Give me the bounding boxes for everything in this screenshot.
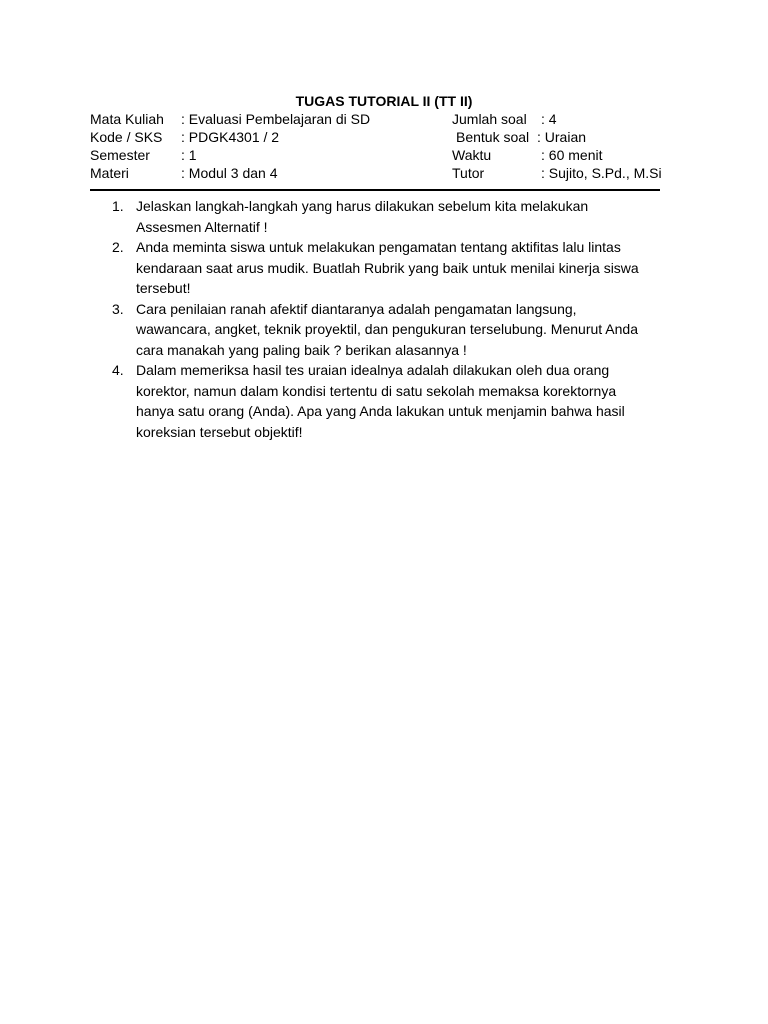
time-label: Waktu bbox=[452, 147, 492, 163]
question-text-line: tersebut! bbox=[136, 280, 191, 296]
question-number: 1. bbox=[112, 198, 124, 214]
question-item-4 bbox=[105, 360, 685, 442]
material-value: : Modul 3 dan 4 bbox=[181, 165, 278, 181]
question-text-line: korektor, namun dalam kondisi tertentu di satu sekolah memaksa korektornya bbox=[136, 382, 617, 399]
semester-label: Semester bbox=[90, 147, 150, 163]
document-title: TUGAS TUTORIAL II (TT II) bbox=[295, 93, 473, 109]
question-text-line: cara manakah yang paling baik ? berikan alasannya ! bbox=[136, 341, 467, 358]
question-text-line: Anda meminta siswa untuk melakukan pengamatan tentang aktifitas lalu lintas bbox=[136, 239, 621, 255]
question-text-line: wawancara, angket, teknik proyektil, dan pengukuran terselubung. Menurut Anda bbox=[136, 321, 638, 337]
question-text-line: koreksian tersebut objektif! bbox=[136, 423, 303, 440]
question-type-label: Bentuk soal bbox=[456, 129, 530, 145]
question-text-line: kendaraan saat arus mudik. Buatlah Rubrik yang baik untuk menilai kinerja siswa bbox=[136, 259, 639, 276]
question-item-2 bbox=[105, 237, 685, 299]
question-number: 2. bbox=[112, 239, 124, 255]
info-row-materi bbox=[0, 164, 768, 182]
code-label: Kode / SKS bbox=[90, 129, 163, 145]
code-value: : PDGK4301 / 2 bbox=[181, 129, 280, 145]
material-label: Materi bbox=[90, 165, 129, 181]
course-value: : Evaluasi Pembelajaran di SD bbox=[181, 111, 371, 127]
question-text-line: Jelaskan langkah-langkah yang harus dilakukan sebelum kita melakukan bbox=[136, 198, 589, 214]
question-type-value: : Uraian bbox=[537, 129, 587, 145]
header-divider bbox=[90, 189, 660, 191]
question-text-line: Dalam memeriksa hasil tes uraian idealnya adalah dilakukan oleh dua orang bbox=[136, 362, 610, 378]
course-label: Mata Kuliah bbox=[90, 111, 164, 127]
tutor-label: Tutor bbox=[452, 165, 485, 181]
info-row-kode-sks bbox=[0, 128, 768, 146]
info-row-semester bbox=[0, 146, 768, 164]
question-item-1 bbox=[105, 196, 685, 237]
question-list bbox=[105, 196, 685, 442]
time-value: : 60 menit bbox=[541, 147, 603, 163]
question-item-3 bbox=[105, 299, 685, 361]
question-number: 4. bbox=[112, 362, 124, 378]
question-count-value: : 4 bbox=[541, 111, 557, 127]
question-text-line: hanya satu orang (Anda). Apa yang Anda lakukan untuk menjamin bahwa hasil bbox=[136, 403, 625, 419]
question-text-line: Assesmen Alternatif ! bbox=[136, 218, 268, 235]
semester-value: : 1 bbox=[181, 147, 197, 163]
question-number: 3. bbox=[112, 300, 124, 317]
tutor-value: : Sujito, S.Pd., M.Si bbox=[541, 165, 662, 181]
question-count-label: Jumlah soal bbox=[452, 111, 527, 127]
info-row-mata-kuliah bbox=[0, 110, 768, 128]
question-text-line: Cara penilaian ranah afektif diantaranya adalah pengamatan langsung, bbox=[136, 300, 577, 317]
